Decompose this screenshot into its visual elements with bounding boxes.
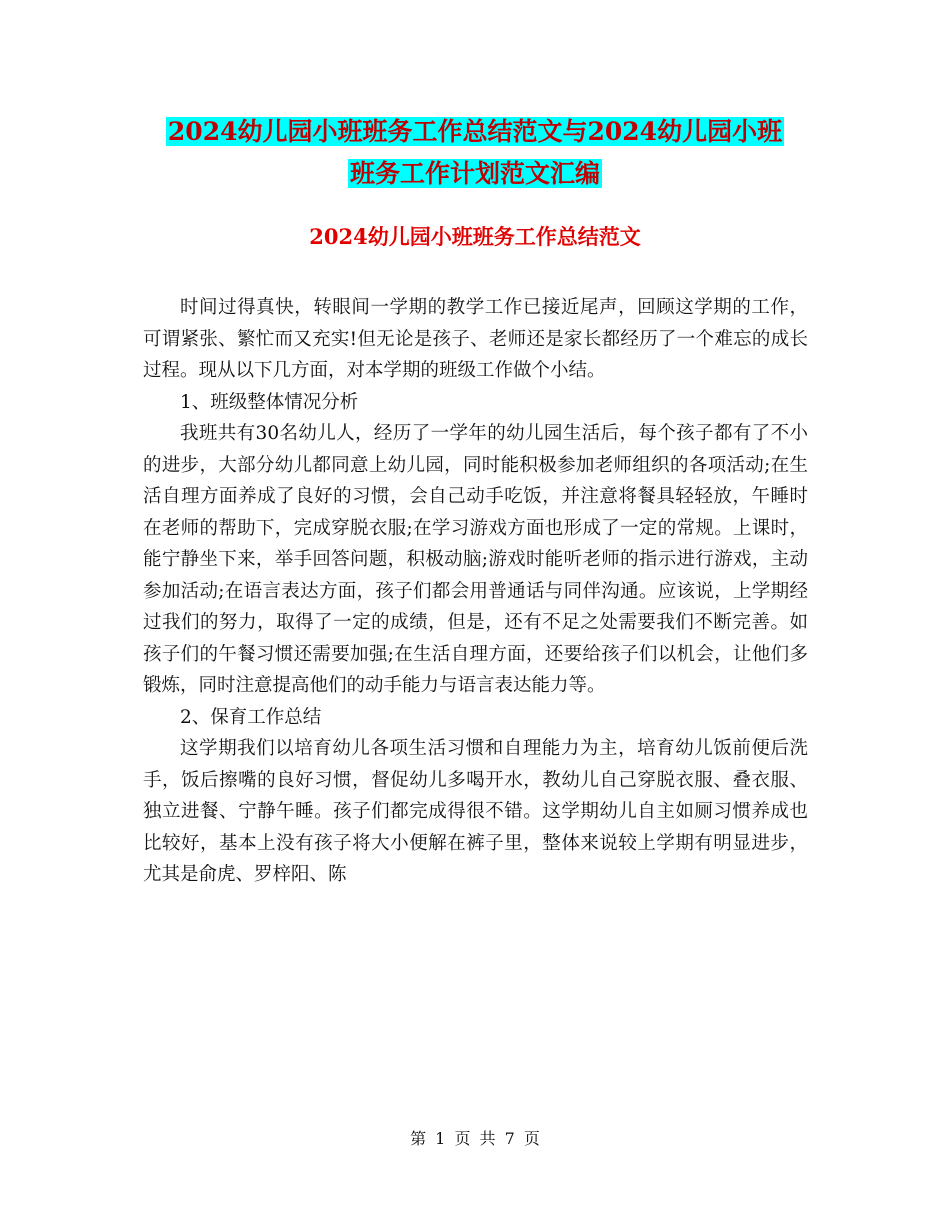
document-title-line-2 (0, 157, 950, 191)
document-title-line-1 (0, 115, 950, 149)
paragraph-class-analysis: 我班共有30名幼儿人，经历了一学年的幼儿园生活后，每个孩子都有了不小的进步，大部分幼儿都同意上幼儿园，同时能积极参加老师组织的各项活动;在生活自理方面养成了良好的习惯，会自己动手吃饭，并注意将餐具轻轻放，午睡时在老师的帮助下，完成穿脱衣服;在学习游戏方面也形成了一定的常规。上课时，能宁静坐下来，举手回答问题，积极动脑;游戏时能听老师的指示进行游戏，主动参加活动;在语言表达方面，孩子们都会用普通话与同伴沟通。应该说，上学期经过我们的努力，取得了一定的成绩，但是，还有不足之处需要我们不断完善。如孩子们的午餐习惯还需要加强;在生活自理方面，还要给孩子们以机会，让他们多锻炼，同时注意提高他们的动手能力与语言表达能力等。 (143, 423, 808, 696)
paragraph-care-work: 这学期我们以培育幼儿各项生活习惯和自理能力为主，培育幼儿饭前便后洗手，饭后擦嘴的良好习惯，督促幼儿多喝开水，教幼儿自己穿脱衣服、叠衣服、独立进餐、宁静午睡。孩子们都完成得很不错。这学期幼儿自主如厕习惯养成也比较好，基本上没有孩子将大小便解在裤子里，整体来说较上学期有明显进步，尤其是俞虎、罗梓阳、陈 (143, 738, 808, 885)
heading-class-analysis: 1、班级整体情况分析 (180, 391, 359, 413)
paragraph-intro: 时间过得真快，转眼间一学期的教学工作已接近尾声，回顾这学期的工作，可谓紧张、繁忙而又充实!但无论是孩子、老师还是家长都经历了一个难忘的成长过程。现从以下几方面，对本学期的班级工作做个小结。 (143, 297, 808, 381)
document-body (143, 292, 808, 891)
title-highlight-2: 班务工作计划范文汇编 (349, 159, 600, 188)
section-title: 2024幼儿园小班班务工作总结范文 (309, 224, 641, 249)
page-footer: 第 1 页 共 7 页 (410, 1129, 540, 1148)
heading-care-work: 2、保育工作总结 (180, 706, 322, 728)
title-highlight-1: 2024幼儿园小班班务工作总结范文与2024幼儿园小班 (167, 117, 783, 146)
